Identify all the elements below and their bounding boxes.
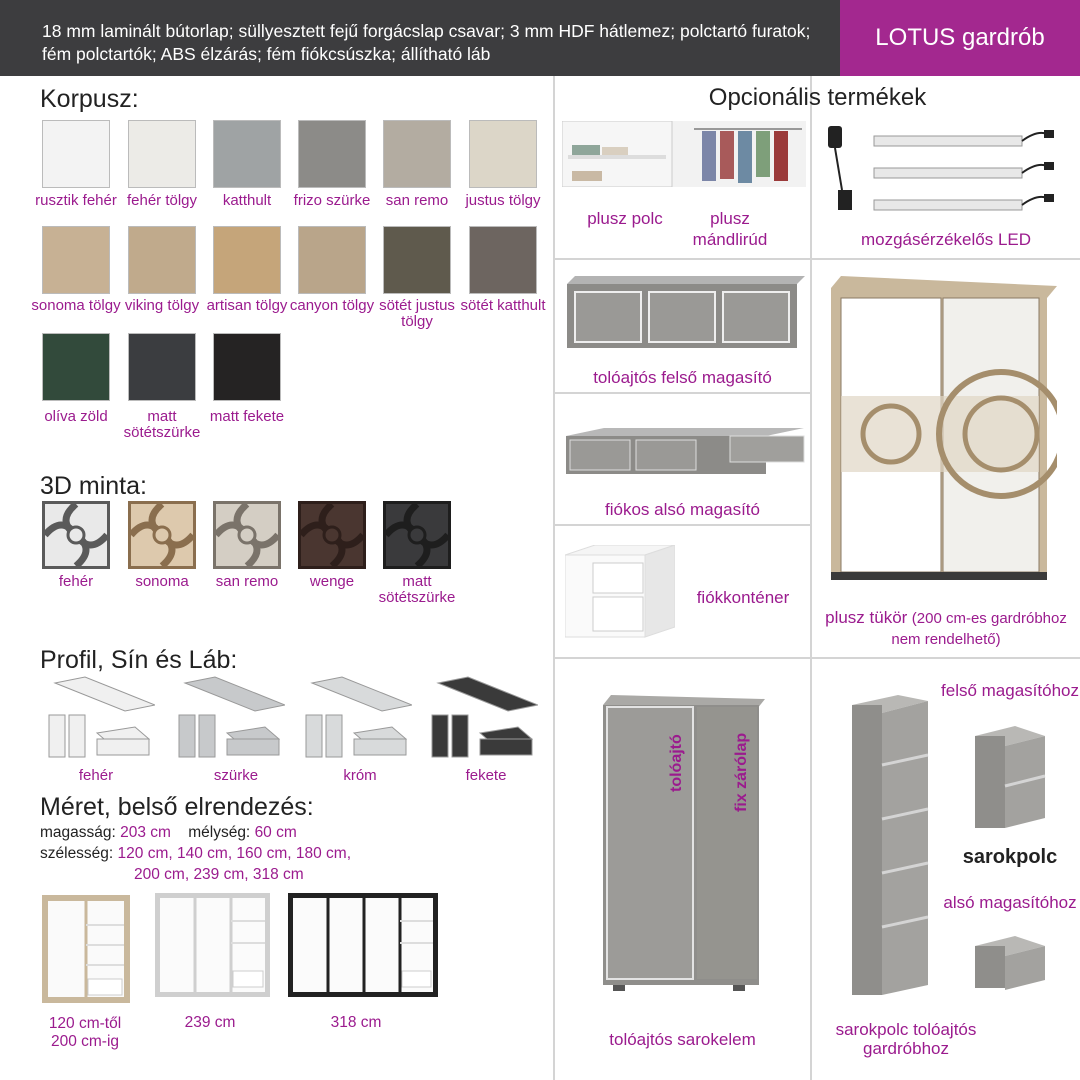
minta-pattern (213, 501, 281, 569)
korpusz-swatch-label: justus tölgy (465, 192, 541, 209)
led-image (822, 120, 1072, 220)
korpusz-swatch-label: canyon tölgy (289, 297, 375, 314)
hline-4 (555, 657, 1080, 659)
profil-image (45, 675, 155, 760)
felso-magasito-label: tolóajtós felső magasító (593, 368, 772, 387)
also-magasitohoz-label: alsó magasítóhoz (943, 893, 1077, 912)
profil-label: króm (343, 767, 377, 784)
meret-title: Méret, belső elrendezés: (40, 793, 314, 821)
hline-2 (555, 392, 810, 394)
brand-badge: LOTUS gardrób (840, 0, 1080, 76)
melyseg-label: mélység: (188, 824, 251, 841)
tukor-label-block (812, 607, 1080, 650)
minta-pattern (298, 501, 366, 569)
korpusz-swatch-label: sötét katthult (460, 297, 546, 314)
korpusz-swatch (128, 120, 196, 188)
minta-label: san remo (215, 573, 279, 590)
profil-label: fekete (465, 767, 507, 784)
fiokkontener-label: fiókkonténer (696, 588, 790, 607)
korpusz-swatch (213, 333, 281, 401)
felso-sarokpolc-image (975, 726, 1047, 830)
korpusz-swatch (469, 226, 537, 294)
right-divider-bottom (810, 658, 812, 1080)
profil-label: fehér (78, 767, 114, 784)
korpusz-swatch-label: viking tölgy (124, 297, 200, 314)
szelesseg-values-2: 200 cm, 239 cm, 318 cm (134, 866, 304, 883)
also-magasito-image (566, 426, 806, 476)
meret-dimensions (40, 822, 351, 885)
korpusz-swatch (128, 226, 196, 294)
also-magasito-label: fiókos alsó magasító (605, 500, 760, 519)
layout-label-1b: 200 cm-ig (50, 1033, 120, 1050)
magassag-value: 203 cm (120, 824, 171, 841)
korpusz-swatch-label: sötét justus tölgy (379, 297, 455, 330)
szelesseg-values-1: 120 cm, 140 cm, 160 cm, 180 cm, (117, 845, 352, 862)
korpusz-swatch-label: fehér tölgy (126, 192, 198, 209)
korpusz-swatch-label: artisan tölgy (206, 297, 288, 314)
tukor-wardrobe-image (831, 276, 1057, 582)
minta-label: fehér (58, 573, 94, 590)
plusz-polc-label: plusz polc (587, 209, 663, 228)
minta-pattern (383, 501, 451, 569)
sarokpolc-image (852, 695, 930, 997)
also-sarokpolc-image (975, 936, 1047, 990)
felso-magasitohoz-label: felső magasítóhoz (941, 681, 1079, 700)
hline-1 (555, 258, 1080, 260)
korpusz-swatch (213, 120, 281, 188)
korpusz-swatch-label: san remo (385, 192, 449, 209)
korpusz-swatch (213, 226, 281, 294)
profil-title: Profil, Sín és Láb: (40, 646, 238, 674)
minta-title: 3D minta: (40, 472, 147, 500)
shelf-rod-image (562, 121, 806, 187)
felso-magasito-image (567, 274, 805, 350)
fix-label: fix zárólap (733, 732, 750, 812)
korpusz-swatch-label: katthult (222, 192, 272, 209)
korpusz-title: Korpusz: (40, 85, 139, 113)
layout-label-1a: 120 cm-től (48, 1015, 122, 1032)
korpusz-swatch (42, 333, 110, 401)
plusz-mandlirud-label: plusz mándlirúd (692, 209, 768, 249)
korpusz-swatch-label: matt sötétszürke (123, 408, 201, 441)
layout-label-2: 239 cm (184, 1014, 236, 1031)
korpusz-swatch-label: olíva zöld (44, 408, 108, 425)
column-divider (553, 76, 555, 1080)
layout-239 (155, 893, 270, 997)
korpusz-swatch (42, 120, 110, 188)
korpusz-swatch-label: matt fekete (209, 408, 285, 425)
tukor-note: (200 cm-es gardróbhoz nem rendelhető) (891, 610, 1067, 648)
layout-318 (288, 893, 438, 997)
korpusz-swatch (42, 226, 110, 294)
minta-pattern (128, 501, 196, 569)
fiokkontener-image (565, 545, 675, 643)
korpusz-swatch (469, 120, 537, 188)
right-divider-top (810, 76, 812, 658)
minta-label: matt sötétszürke (378, 573, 456, 606)
korpusz-swatch (128, 333, 196, 401)
minta-label: wenge (309, 573, 355, 590)
profil-label: szürke (213, 767, 259, 784)
led-label: mozgásérzékelős LED (860, 230, 1032, 249)
melyseg-value: 60 cm (254, 824, 297, 841)
minta-pattern (42, 501, 110, 569)
szelesseg-label: szélesség: (40, 845, 114, 862)
sarokpolc-tolo-label: sarokpolc tolóajtós gardróbhoz (835, 1020, 977, 1058)
layout-label-1 (35, 1015, 135, 1051)
korpusz-swatch (298, 120, 366, 188)
minta-label: sonoma (135, 573, 189, 590)
header-specs: 18 mm laminált bútorlap; süllyesztett fejű forgácslap csavar; 3 mm HDF hátlemez; polctartó furatok; fém polctartók; ABS élzárás; fém fiókcsúszka; állítható láb (42, 21, 811, 64)
sarokelem-label: tolóajtós sarokelem (609, 1030, 756, 1049)
sarokpolc-title: sarokpolc (962, 846, 1058, 868)
layout-120-200 (42, 895, 130, 1003)
korpusz-swatch (298, 226, 366, 294)
korpusz-swatch (383, 120, 451, 188)
profil-image (175, 675, 285, 760)
tolo-label: tolóajtó (668, 734, 685, 792)
korpusz-swatch-label: frizo szürke (293, 192, 371, 209)
profil-image (302, 675, 412, 760)
layout-label-3: 318 cm (330, 1014, 382, 1031)
korpusz-swatch-label: rusztik fehér (35, 192, 117, 209)
tukor-label: plusz tükör (825, 608, 908, 627)
opcionalis-title: Opcionális termékek (708, 84, 927, 111)
profil-image (428, 675, 538, 760)
korpusz-swatch (383, 226, 451, 294)
magassag-label: magasság: (40, 824, 116, 841)
hline-3 (555, 524, 810, 526)
korpusz-swatch-label: sonoma tölgy (31, 297, 121, 314)
